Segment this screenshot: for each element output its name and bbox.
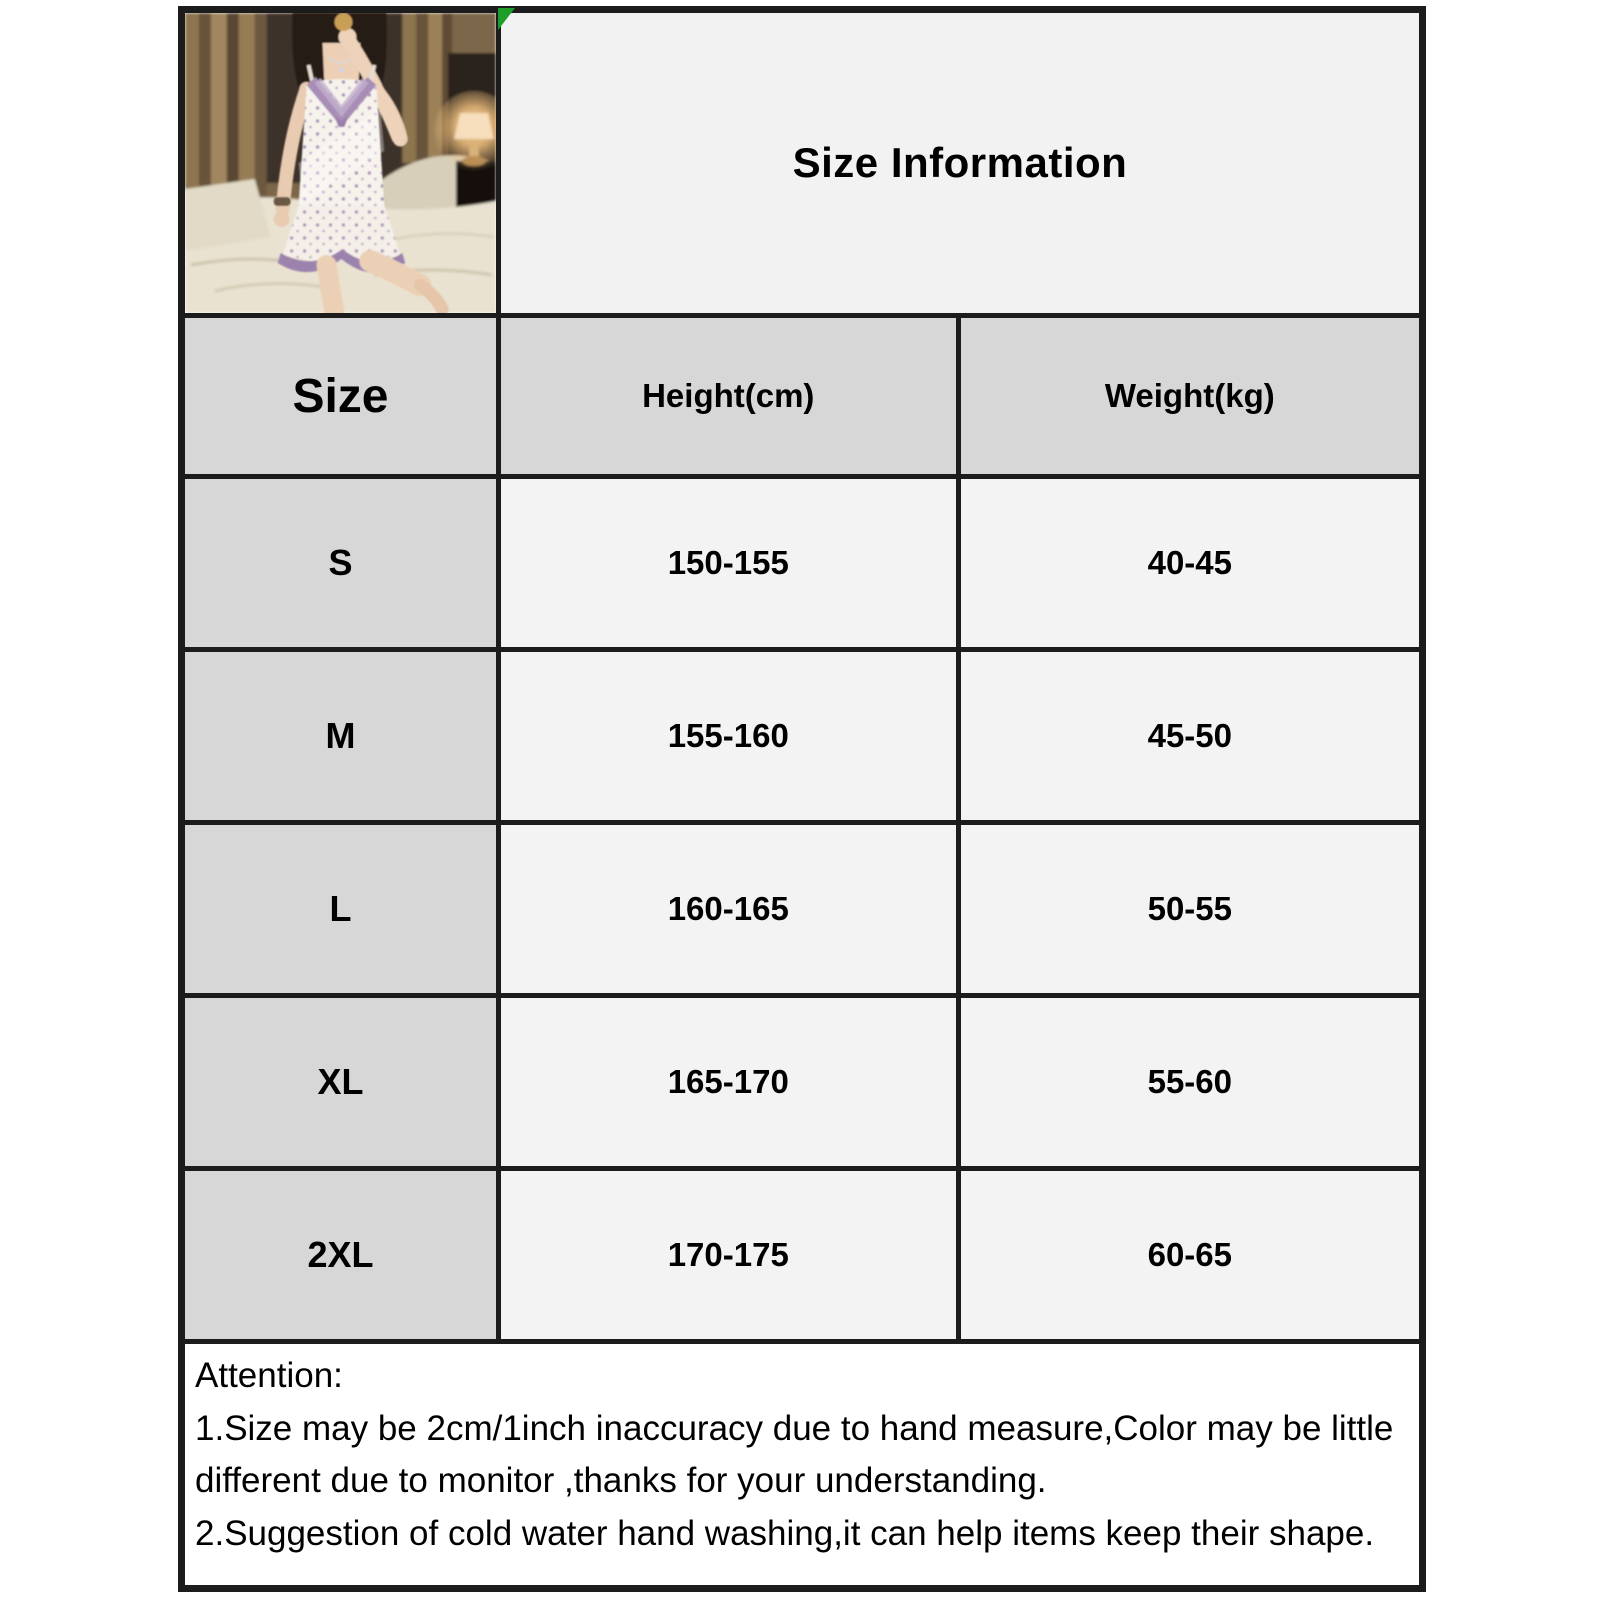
table-row bbox=[183, 996, 1422, 1169]
green-triangle-icon bbox=[498, 8, 515, 30]
attention-cell bbox=[183, 1342, 1422, 1588]
table-row bbox=[183, 1169, 1422, 1342]
size-cell: M bbox=[183, 650, 499, 823]
weight-cell: 50-55 bbox=[958, 823, 1421, 996]
size-column-header: Size bbox=[183, 316, 499, 477]
size-cell: S bbox=[183, 477, 499, 650]
table-row bbox=[183, 11, 1422, 316]
weight-cell: 40-45 bbox=[958, 477, 1421, 650]
weight-cell: 45-50 bbox=[958, 650, 1421, 823]
weight-column-header: Weight(kg) bbox=[958, 316, 1421, 477]
height-cell: 155-160 bbox=[498, 650, 958, 823]
product-photo-cell bbox=[183, 11, 499, 316]
size-information-title: Size Information bbox=[498, 11, 1421, 316]
table-row bbox=[183, 823, 1422, 996]
table-header-row bbox=[183, 316, 1422, 477]
size-chart-sheet bbox=[178, 6, 1426, 1592]
size-cell: XL bbox=[183, 996, 499, 1169]
size-table bbox=[180, 8, 1424, 1590]
height-cell: 170-175 bbox=[498, 1169, 958, 1342]
product-photo bbox=[185, 13, 496, 313]
size-cell: L bbox=[183, 823, 499, 996]
height-column-header: Height(cm) bbox=[498, 316, 958, 477]
weight-cell: 55-60 bbox=[958, 996, 1421, 1169]
attention-note-1: 1.Size may be 2cm/1inch inaccuracy due to hand measure,Color may be little different due to monitor ,thanks for your understanding. bbox=[195, 1408, 1394, 1500]
attention-row bbox=[183, 1342, 1422, 1588]
height-cell: 165-170 bbox=[498, 996, 958, 1169]
table-row bbox=[183, 477, 1422, 650]
size-cell: 2XL bbox=[183, 1169, 499, 1342]
table-row bbox=[183, 650, 1422, 823]
attention-heading: Attention: bbox=[195, 1356, 343, 1395]
height-cell: 150-155 bbox=[498, 477, 958, 650]
weight-cell: 60-65 bbox=[958, 1169, 1421, 1342]
height-cell: 160-165 bbox=[498, 823, 958, 996]
attention-note-2: 2.Suggestion of cold water hand washing,it can help items keep their shape. bbox=[195, 1513, 1375, 1553]
